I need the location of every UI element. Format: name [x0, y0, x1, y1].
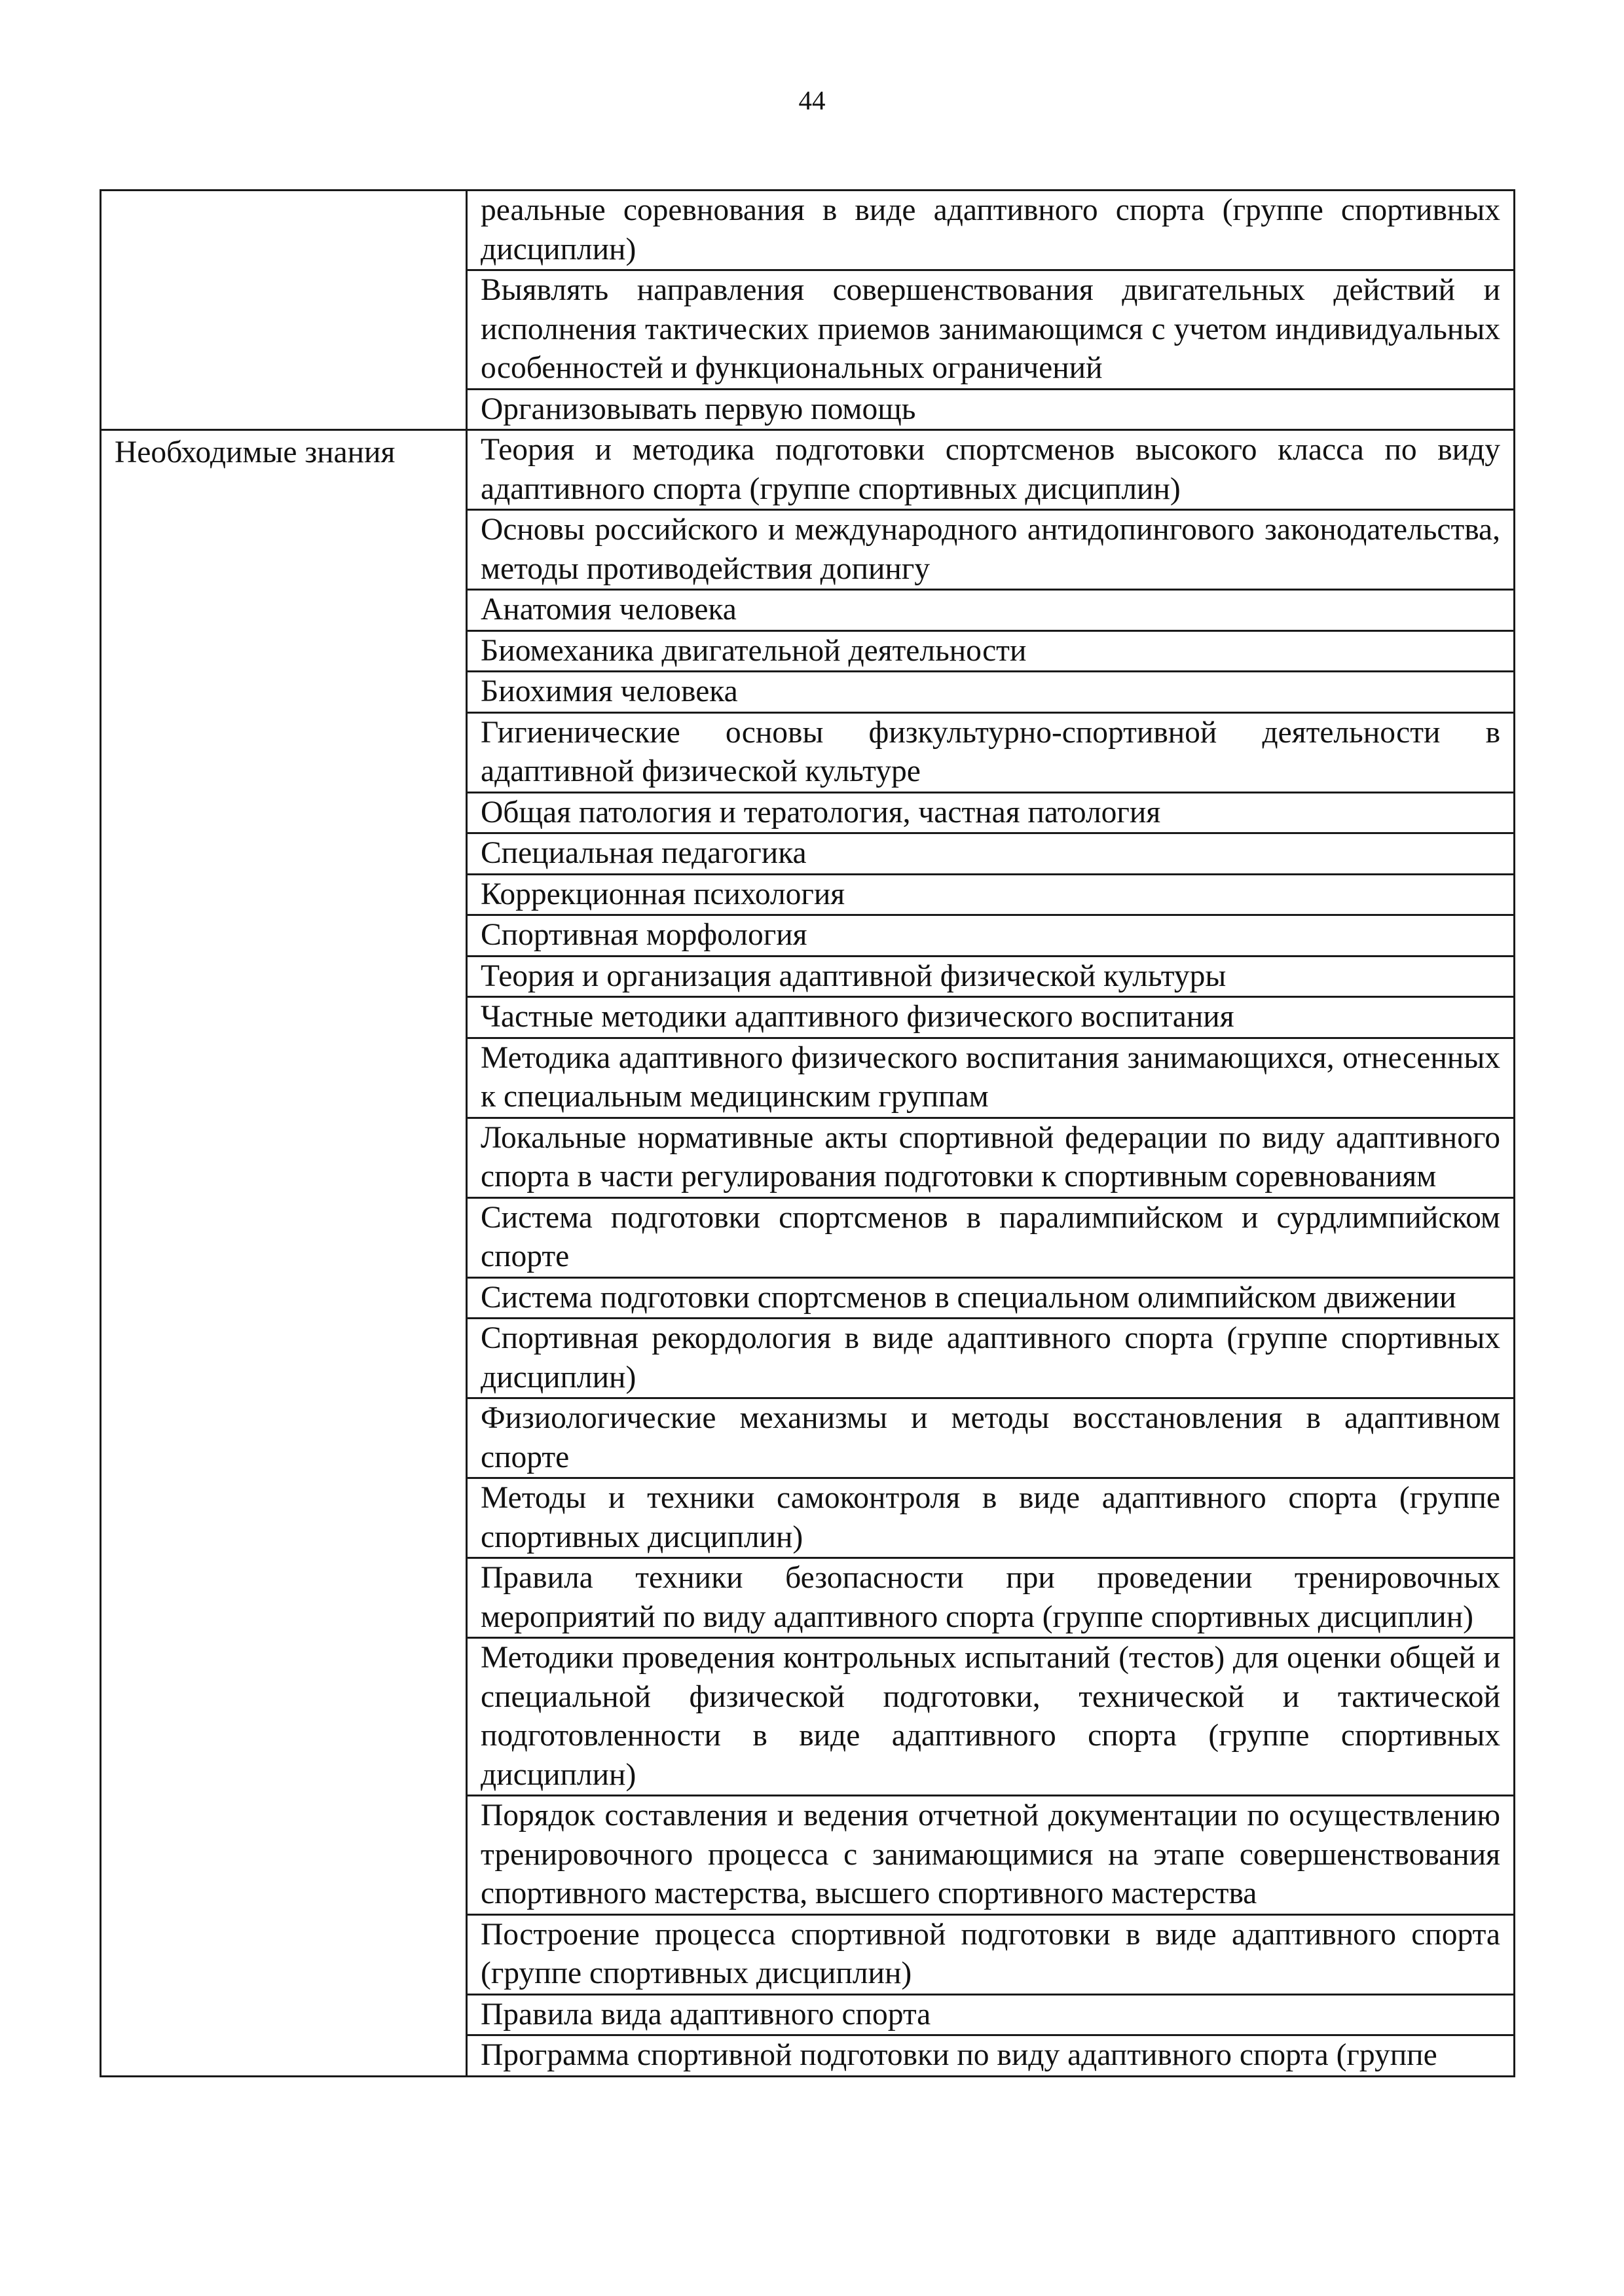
knowledge-item-21: Методики проведения контрольных испытаний (тестов) для оценки общей и специальной физической подготовки, технической и тактической подготовленности в виде адаптивного спорта (группе спортивных дисциплин) — [467, 1638, 1515, 1796]
knowledge-item-2: Основы российского и международного антидопингового законодательства, методы противодействия допингу — [467, 510, 1515, 590]
knowledge-item-18: Физиологические механизмы и методы восстановления в адаптивном спорте — [467, 1398, 1515, 1478]
knowledge-item-19: Методы и техники самоконтроля в виде адаптивного спорта (группе спортивных дисциплин) — [467, 1478, 1515, 1558]
knowledge-item-22: Порядок составления и ведения отчетной документации по осуществлению тренировочного процесса с занимающимися на этапе совершенствования спортивного мастерства, высшего спортивного мастерства — [467, 1796, 1515, 1915]
knowledge-item-13: Методика адаптивного физического воспитания занимающихся, отнесенных к специальным медицинским группам — [467, 1038, 1515, 1118]
knowledge-item-4: Биомеханика двигательной деятельности — [467, 630, 1515, 672]
knowledge-item-6: Гигиенические основы физкультурно-спортивной деятельности в адаптивной физической культуре — [467, 712, 1515, 792]
skill-item-2: Выявлять направления совершенствования двигательных действий и исполнения тактических приемов занимающимся с учетом индивидуальных особенностей и функциональных ограничений — [467, 270, 1515, 390]
knowledge-item-25: Программа спортивной подготовки по виду адаптивного спорта (группе — [467, 2035, 1515, 2077]
page-number: 44 — [798, 85, 826, 115]
knowledge-item-11: Теория и организация адаптивной физической культуры — [467, 956, 1515, 997]
knowledge-item-1: Теория и методика подготовки спортсменов высокого класса по виду адаптивного спорта (группе спортивных дисциплин) — [467, 430, 1515, 510]
table-row — [101, 430, 1515, 510]
knowledge-item-17: Спортивная рекордология в виде адаптивного спорта (группе спортивных дисциплин) — [467, 1319, 1515, 1398]
knowledge-item-7: Общая патология и тератология, частная патология — [467, 792, 1515, 833]
knowledge-item-5: Биохимия человека — [467, 672, 1515, 713]
knowledge-item-10: Спортивная морфология — [467, 915, 1515, 957]
knowledge-item-8: Специальная педагогика — [467, 833, 1515, 875]
knowledge-item-3: Анатомия человека — [467, 590, 1515, 631]
skill-item-3: Организовывать первую помощь — [467, 389, 1515, 430]
knowledge-item-24: Правила вида адаптивного спорта — [467, 1994, 1515, 2035]
skills-label-cell-continued — [101, 191, 467, 430]
knowledge-item-20: Правила техники безопасности при проведении тренировочных мероприятий по виду адаптивного спорта (группе спортивных дисциплин) — [467, 1558, 1515, 1638]
knowledge-item-15: Система подготовки спортсменов в паралимпийском и сурдлимпийском спорте — [467, 1197, 1515, 1277]
competency-table — [100, 189, 1515, 2077]
knowledge-item-23: Построение процесса спортивной подготовки в виде адаптивного спорта (группе спортивных дисциплин) — [467, 1914, 1515, 1994]
knowledge-item-14: Локальные нормативные акты спортивной федерации по виду адаптивного спорта в части регулирования подготовки к спортивным соревнованиям — [467, 1118, 1515, 1197]
knowledge-item-12: Частные методики адаптивного физического воспитания — [467, 997, 1515, 1038]
table-row — [101, 191, 1515, 270]
knowledge-item-9: Коррекционная психология — [467, 874, 1515, 915]
knowledge-label: Необходимые знания — [115, 435, 396, 469]
knowledge-item-16: Система подготовки спортсменов в специальном олимпийском движении — [467, 1277, 1515, 1319]
knowledge-label-cell — [101, 430, 467, 2077]
skill-item-1: реальные соревнования в виде адаптивного спорта (группе спортивных дисциплин) — [467, 191, 1515, 270]
